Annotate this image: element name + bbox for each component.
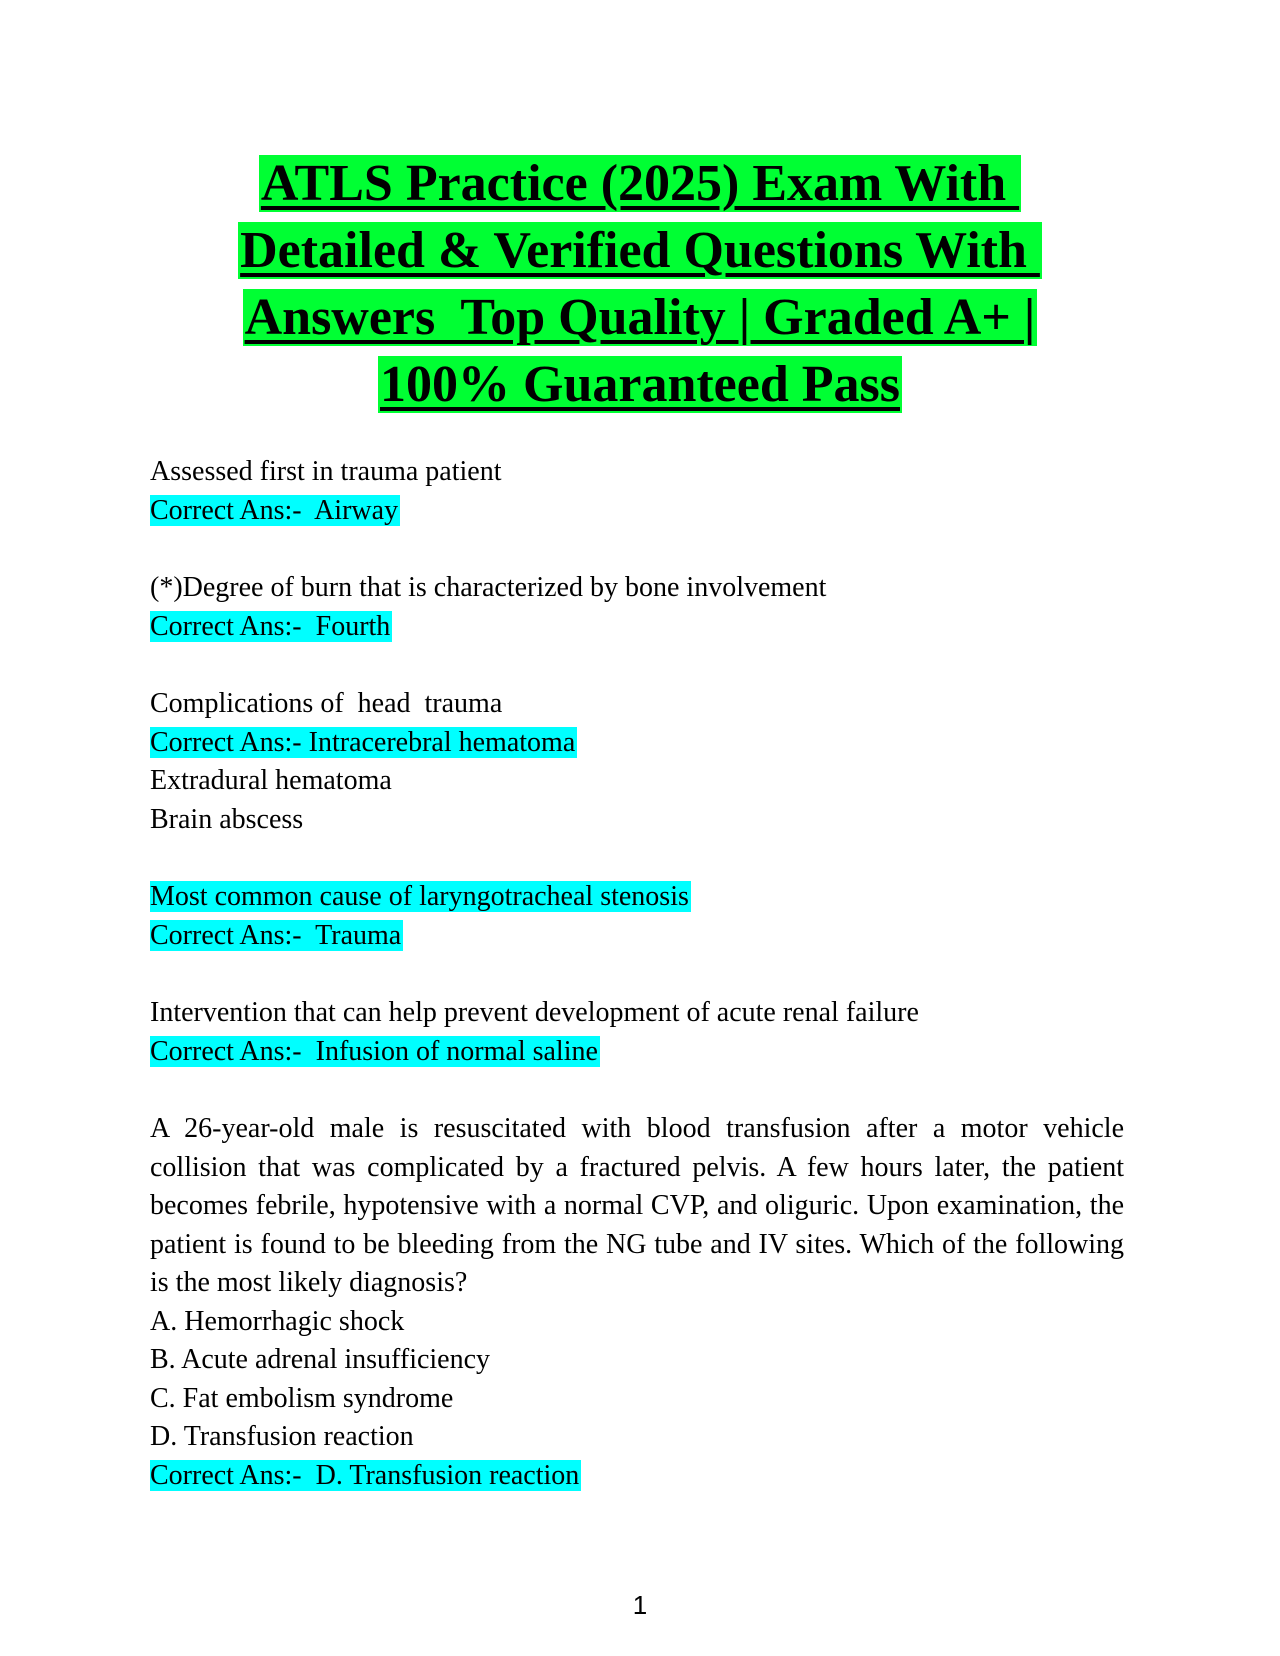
- qa-item: [150, 569, 1130, 646]
- option-c: C. Fat embolism syndrome: [150, 1382, 454, 1414]
- answer-extra: Brain abscess: [150, 803, 304, 835]
- qa-item: [150, 1110, 1124, 1495]
- correct-answer: Correct Ans:- Intracerebral hematoma: [150, 726, 576, 758]
- question-text: Complications of head trauma: [150, 688, 503, 719]
- answer-line: [150, 1033, 1130, 1072]
- qa-item: [150, 453, 1130, 530]
- correct-answer: Correct Ans:- Airway: [150, 494, 399, 526]
- title-line: Answers Top Quality | Graded A+ |: [244, 289, 1036, 346]
- option-b: B. Acute adrenal insufficiency: [150, 1344, 491, 1375]
- option-d: D. Transfusion reaction: [150, 1421, 414, 1452]
- correct-answer: Correct Ans:- Trauma: [150, 919, 402, 951]
- correct-answer: Correct Ans:- Infusion of normal saline: [150, 1035, 598, 1067]
- option-a: A. Hemorrhagic shock: [150, 1305, 405, 1337]
- answer-extra: Extradural hematoma: [150, 765, 392, 796]
- correct-answer: Correct Ans:- Fourth: [150, 610, 391, 642]
- question-line: [150, 878, 1130, 917]
- qa-item: [150, 994, 1130, 1071]
- question-text: Assessed first in trauma patient: [150, 456, 502, 487]
- question-text: Intervention that can help prevent development of acute renal failure: [150, 997, 919, 1028]
- answer-line: [150, 608, 1130, 647]
- answer-line: [150, 724, 1130, 763]
- qa-item: [150, 685, 1130, 839]
- answer-line: [150, 1457, 1124, 1496]
- title-line: Detailed & Verified Questions With: [240, 222, 1040, 279]
- question-text: Most common cause of laryngotracheal stenosis: [150, 881, 689, 912]
- answer-line: [150, 492, 1130, 531]
- document-title: [150, 150, 1130, 418]
- question-text: (*)Degree of burn that is characterized by bone involvement: [150, 572, 827, 603]
- question-text: A 26-year-old male is resuscitated with blood transfusion after a motor vehicle collision that was complicated by a fractured pelvis. A few hours later, the patient becomes febrile, hypotensive with a normal CVP, and oliguric. Upon examination, the patient is found to be bleeding from the NG tube and IV sites. Which of the following is the most likely diagnosis?: [150, 1113, 1124, 1298]
- qa-item: [150, 878, 1130, 955]
- title-line: 100% Guaranteed Pass: [380, 356, 900, 413]
- page-number: 1: [632, 1590, 648, 1620]
- correct-answer: Correct Ans:- D. Transfusion reaction: [150, 1459, 580, 1491]
- title-line: ATLS Practice (2025) Exam With: [260, 155, 1020, 212]
- answer-line: [150, 917, 1130, 956]
